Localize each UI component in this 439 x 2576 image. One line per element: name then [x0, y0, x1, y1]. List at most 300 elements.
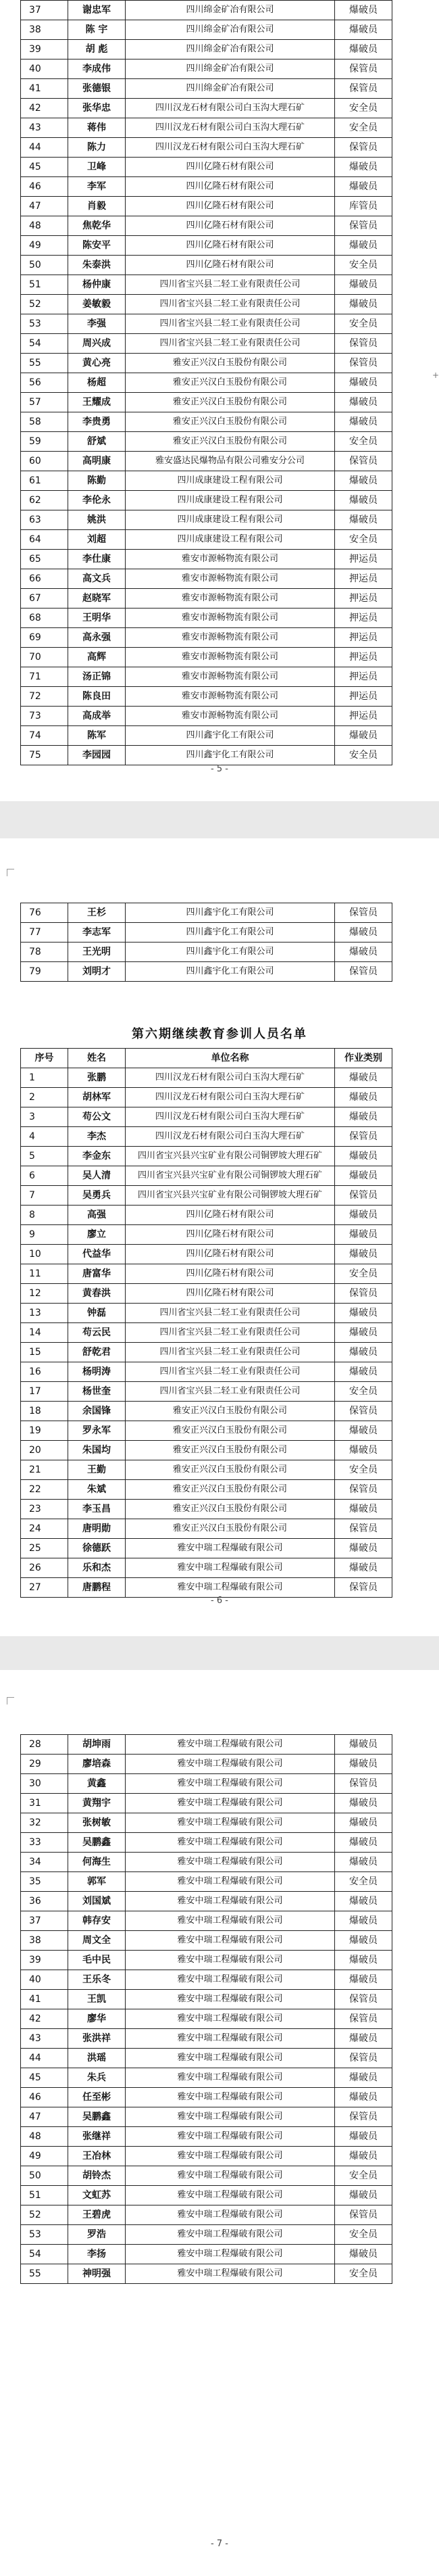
- organization-name: 四川汉龙石材有限公司白玉沟大理石矿: [126, 1107, 335, 1127]
- person-name: 胡坤雨: [68, 1735, 126, 1755]
- row-number: 21: [21, 1460, 68, 1480]
- table-row: [21, 99, 392, 118]
- person-name: 姚洪: [68, 510, 126, 530]
- row-number: 37: [21, 1911, 68, 1931]
- personnel-table-page7: [20, 1734, 392, 2284]
- person-name: 任至彬: [68, 2088, 126, 2107]
- row-number: 1: [21, 1068, 68, 1088]
- table-row: [21, 1362, 392, 1382]
- job-category: 爆破员: [335, 1441, 392, 1460]
- row-number: 47: [21, 197, 68, 216]
- organization-name: 雅安中瑞工程爆破有限公司: [126, 2166, 335, 2186]
- table-row: [21, 1970, 392, 1990]
- row-number: 33: [21, 1833, 68, 1853]
- page-6: [0, 838, 439, 1636]
- person-name: 张继祥: [68, 2127, 126, 2147]
- job-category: 爆破员: [335, 1970, 392, 1990]
- table-row: [21, 1186, 392, 1206]
- row-number: 54: [21, 334, 68, 354]
- table-row: [21, 530, 392, 550]
- row-number: 23: [21, 1500, 68, 1519]
- page-edge-marker: +: [432, 371, 439, 380]
- job-category: 爆破员: [335, 2029, 392, 2049]
- organization-name: 四川亿隆石材有限公司: [126, 177, 335, 197]
- person-name: 李强: [68, 314, 126, 334]
- table-row: [21, 589, 392, 609]
- organization-name: 雅安中瑞工程爆破有限公司: [126, 1833, 335, 1853]
- organization-name: 雅安正兴汉白玉股份有限公司: [126, 432, 335, 452]
- organization-name: 雅安正兴汉白玉股份有限公司: [126, 1519, 335, 1539]
- organization-name: 四川亿隆石材有限公司: [126, 1264, 335, 1284]
- person-name: 谢忠军: [68, 1, 126, 20]
- margin-corner: [7, 1697, 14, 1704]
- table-row: [21, 491, 392, 510]
- job-category: 爆破员: [335, 1147, 392, 1166]
- organization-name: 雅安中瑞工程爆破有限公司: [126, 1990, 335, 2009]
- job-category: 保管员: [335, 334, 392, 354]
- organization-name: 四川汉龙石材有限公司白玉沟大理石矿: [126, 138, 335, 158]
- job-category: 爆破员: [335, 1558, 392, 1578]
- organization-name: 四川鑫宇化工有限公司: [126, 746, 335, 765]
- person-name: 郭军: [68, 1872, 126, 1892]
- table-row: [21, 452, 392, 471]
- job-category: 爆破员: [335, 412, 392, 432]
- table-row: [21, 1127, 392, 1147]
- organization-name: 四川亿隆石材有限公司: [126, 256, 335, 275]
- job-category: 爆破员: [335, 2088, 392, 2107]
- table-row: [21, 1107, 392, 1127]
- job-category: 押运员: [335, 628, 392, 648]
- table-row: [21, 334, 392, 354]
- job-category: 爆破员: [335, 1951, 392, 1970]
- organization-name: 雅安正兴汉白玉股份有限公司: [126, 1402, 335, 1421]
- person-name: 胡 彪: [68, 40, 126, 59]
- row-number: 64: [21, 530, 68, 550]
- row-number: 55: [21, 354, 68, 373]
- person-name: 高永强: [68, 628, 126, 648]
- table-row: [21, 628, 392, 648]
- organization-name: 雅安正兴汉白玉股份有限公司: [126, 1460, 335, 1480]
- organization-name: 雅安中瑞工程爆破有限公司: [126, 1794, 335, 1813]
- job-category: 爆破员: [335, 491, 392, 510]
- job-category: 押运员: [335, 589, 392, 609]
- table-row: [21, 2186, 392, 2205]
- page-number: - 7 -: [211, 2539, 228, 2549]
- person-name: 杨超: [68, 373, 126, 393]
- organization-name: 雅安中瑞工程爆破有限公司: [126, 2186, 335, 2205]
- job-category: 爆破员: [335, 1813, 392, 1833]
- row-number: 29: [21, 1755, 68, 1774]
- job-category: 爆破员: [335, 2127, 392, 2147]
- table-row: [21, 1931, 392, 1951]
- person-name: 王凯: [68, 1990, 126, 2009]
- row-number: 66: [21, 569, 68, 589]
- row-number: 26: [21, 1558, 68, 1578]
- job-category: 爆破员: [335, 1892, 392, 1911]
- job-category: 安全员: [335, 2166, 392, 2186]
- job-category: 安全员: [335, 2225, 392, 2245]
- row-number: 53: [21, 2225, 68, 2245]
- table-row: [21, 118, 392, 138]
- person-name: 王杉: [68, 903, 126, 923]
- personnel-table-session6: [20, 1048, 392, 1598]
- row-number: 10: [21, 1245, 68, 1264]
- job-category: 爆破员: [335, 1068, 392, 1088]
- person-name: 焦乾华: [68, 216, 126, 236]
- person-name: 廖华: [68, 2009, 126, 2029]
- personnel-table-page5: [20, 0, 392, 765]
- row-number: 44: [21, 2049, 68, 2068]
- organization-name: 雅安市源畅物流有限公司: [126, 569, 335, 589]
- table-row: [21, 2166, 392, 2186]
- job-category: 爆破员: [335, 471, 392, 491]
- person-name: 王明华: [68, 609, 126, 628]
- row-number: 39: [21, 40, 68, 59]
- organization-name: 四川绵金矿冶有限公司: [126, 59, 335, 79]
- organization-name: 四川省宝兴县二轻工业有限责任公司: [126, 1362, 335, 1382]
- organization-name: 四川省宝兴县兴宝矿业有限公司铜锣坡大理石矿: [126, 1147, 335, 1166]
- job-category: 保管员: [335, 79, 392, 99]
- organization-name: 雅安中瑞工程爆破有限公司: [126, 2049, 335, 2068]
- row-number: 61: [21, 471, 68, 491]
- row-number: 4: [21, 1127, 68, 1147]
- row-number: 48: [21, 2127, 68, 2147]
- organization-name: 四川亿隆石材有限公司: [126, 216, 335, 236]
- table-row: [21, 59, 392, 79]
- organization-name: 四川鑫宇化工有限公司: [126, 726, 335, 746]
- organization-name: 雅安中瑞工程爆破有限公司: [126, 1558, 335, 1578]
- table-row: [21, 471, 392, 491]
- job-category: 押运员: [335, 687, 392, 707]
- row-number: 17: [21, 1382, 68, 1402]
- job-category: 爆破员: [335, 393, 392, 412]
- row-number: 49: [21, 2147, 68, 2166]
- organization-name: 四川成康建设工程有限公司: [126, 510, 335, 530]
- job-category: 保管员: [335, 1774, 392, 1794]
- job-category: 爆破员: [335, 726, 392, 746]
- organization-name: 四川亿隆石材有限公司: [126, 158, 335, 177]
- row-number: 37: [21, 1, 68, 20]
- table-row: [21, 2049, 392, 2068]
- person-name: 刘超: [68, 530, 126, 550]
- person-name: 张华忠: [68, 99, 126, 118]
- person-name: 肖毅: [68, 197, 126, 216]
- person-name: 王光明: [68, 943, 126, 962]
- job-category: 保管员: [335, 2049, 392, 2068]
- table-row: [21, 1951, 392, 1970]
- table-row: [21, 1911, 392, 1931]
- row-number: 78: [21, 943, 68, 962]
- row-number: 75: [21, 746, 68, 765]
- organization-name: 四川省宝兴县二轻工业有限责任公司: [126, 1304, 335, 1323]
- row-number: 72: [21, 687, 68, 707]
- row-number: 18: [21, 1402, 68, 1421]
- person-name: 王冶林: [68, 2147, 126, 2166]
- row-number: 15: [21, 1343, 68, 1362]
- organization-name: 四川省宝兴县二轻工业有限责任公司: [126, 295, 335, 314]
- organization-name: 雅安中瑞工程爆破有限公司: [126, 1970, 335, 1990]
- row-number: 56: [21, 373, 68, 393]
- row-number: 63: [21, 510, 68, 530]
- job-category: 押运员: [335, 667, 392, 687]
- table-row: [21, 726, 392, 746]
- table-row: [21, 2009, 392, 2029]
- table-row: [21, 569, 392, 589]
- table-row: [21, 1343, 392, 1362]
- job-category: 爆破员: [335, 373, 392, 393]
- person-name: 韩存安: [68, 1911, 126, 1931]
- person-name: 吴勇兵: [68, 1186, 126, 1206]
- table-row: [21, 412, 392, 432]
- person-name: 刘国斌: [68, 1892, 126, 1911]
- person-name: 李金东: [68, 1147, 126, 1166]
- person-name: 陈勤: [68, 471, 126, 491]
- job-category: 保管员: [335, 962, 392, 982]
- table-row: [21, 295, 392, 314]
- job-category: 保管员: [335, 2205, 392, 2225]
- table-row: [21, 2264, 392, 2284]
- table-row: [21, 2068, 392, 2088]
- row-number: 57: [21, 393, 68, 412]
- table-row: [21, 373, 392, 393]
- job-category: 保管员: [335, 1578, 392, 1598]
- job-category: 爆破员: [335, 1343, 392, 1362]
- job-category: 爆破员: [335, 1794, 392, 1813]
- person-name: 胡林军: [68, 1088, 126, 1107]
- organization-name: 四川省宝兴县兴宝矿业有限公司铜锣坡大理石矿: [126, 1186, 335, 1206]
- person-name: 周兴成: [68, 334, 126, 354]
- row-number: 43: [21, 118, 68, 138]
- organization-name: 四川成康建设工程有限公司: [126, 471, 335, 491]
- person-name: 苟云民: [68, 1323, 126, 1343]
- person-name: 舒斌: [68, 432, 126, 452]
- row-number: 43: [21, 2029, 68, 2049]
- person-name: 杨仲康: [68, 275, 126, 295]
- job-category: 爆破员: [335, 295, 392, 314]
- person-name: 洪瑶: [68, 2049, 126, 2068]
- person-name: 唐鹏程: [68, 1578, 126, 1598]
- row-number: 22: [21, 1480, 68, 1500]
- table-row: [21, 746, 392, 765]
- organization-name: 四川汉龙石材有限公司白玉沟大理石矿: [126, 99, 335, 118]
- organization-name: 四川亿隆石材有限公司: [126, 1225, 335, 1245]
- person-name: 王乐冬: [68, 1970, 126, 1990]
- table-row: [21, 962, 392, 982]
- organization-name: 雅安中瑞工程爆破有限公司: [126, 2068, 335, 2088]
- table-row: [21, 1872, 392, 1892]
- job-category: 保管员: [335, 354, 392, 373]
- job-category: 安全员: [335, 1460, 392, 1480]
- table-row: [21, 354, 392, 373]
- organization-name: 雅安市源畅物流有限公司: [126, 667, 335, 687]
- organization-name: 雅安正兴汉白玉股份有限公司: [126, 1500, 335, 1519]
- row-number: 2: [21, 1088, 68, 1107]
- row-number: 74: [21, 726, 68, 746]
- organization-name: 雅安市源畅物流有限公司: [126, 648, 335, 667]
- person-name: 李玉昌: [68, 1500, 126, 1519]
- organization-name: 四川省宝兴县二轻工业有限责任公司: [126, 275, 335, 295]
- person-name: 何海生: [68, 1853, 126, 1872]
- row-number: 46: [21, 2088, 68, 2107]
- person-name: 吴人清: [68, 1166, 126, 1186]
- row-number: 68: [21, 609, 68, 628]
- person-name: 张鹏: [68, 1068, 126, 1088]
- job-category: 保管员: [335, 1519, 392, 1539]
- row-number: 24: [21, 1519, 68, 1539]
- job-category: 保管员: [335, 1127, 392, 1147]
- table-row: [21, 2029, 392, 2049]
- row-number: 48: [21, 216, 68, 236]
- person-name: 黄翔宇: [68, 1794, 126, 1813]
- job-category: 爆破员: [335, 1245, 392, 1264]
- person-name: 陈安平: [68, 236, 126, 256]
- row-number: 45: [21, 2068, 68, 2088]
- job-category: 爆破员: [335, 1833, 392, 1853]
- organization-name: 雅安中瑞工程爆破有限公司: [126, 2225, 335, 2245]
- table-row: [21, 1382, 392, 1402]
- header-no: 序号: [21, 1049, 68, 1068]
- row-number: 51: [21, 2186, 68, 2205]
- row-number: 14: [21, 1323, 68, 1343]
- row-number: 20: [21, 1441, 68, 1460]
- row-number: 45: [21, 158, 68, 177]
- table-row: [21, 1284, 392, 1304]
- table-row: [21, 2205, 392, 2225]
- organization-name: 雅安市源畅物流有限公司: [126, 589, 335, 609]
- table-row: [21, 216, 392, 236]
- row-number: 40: [21, 1970, 68, 1990]
- organization-name: 四川亿隆石材有限公司: [126, 236, 335, 256]
- job-category: 爆破员: [335, 177, 392, 197]
- table-row: [21, 138, 392, 158]
- organization-name: 雅安盛达民爆物品有限公司雅安分公司: [126, 452, 335, 471]
- row-number: 59: [21, 432, 68, 452]
- table-row: [21, 197, 392, 216]
- organization-name: 雅安中瑞工程爆破有限公司: [126, 1578, 335, 1598]
- row-number: 52: [21, 295, 68, 314]
- person-name: 舒乾君: [68, 1343, 126, 1362]
- table-row: [21, 20, 392, 40]
- person-name: 代益华: [68, 1245, 126, 1264]
- organization-name: 雅安正兴汉白玉股份有限公司: [126, 1441, 335, 1460]
- table-row: [21, 236, 392, 256]
- person-name: 蒋伟: [68, 118, 126, 138]
- job-category: 保管员: [335, 903, 392, 923]
- person-name: 赵晓军: [68, 589, 126, 609]
- organization-name: 雅安中瑞工程爆破有限公司: [126, 1911, 335, 1931]
- row-number: 34: [21, 1853, 68, 1872]
- row-number: 35: [21, 1872, 68, 1892]
- table-row: [21, 393, 392, 412]
- person-name: 神明强: [68, 2264, 126, 2284]
- organization-name: 四川绵金矿冶有限公司: [126, 79, 335, 99]
- job-category: 保管员: [335, 2009, 392, 2029]
- table-row: [21, 1245, 392, 1264]
- table-row: [21, 1833, 392, 1853]
- person-name: 李军: [68, 177, 126, 197]
- row-number: 62: [21, 491, 68, 510]
- table-row: [21, 1990, 392, 2009]
- organization-name: 雅安中瑞工程爆破有限公司: [126, 2088, 335, 2107]
- person-name: 李园园: [68, 746, 126, 765]
- table-row: [21, 1304, 392, 1323]
- row-number: 25: [21, 1539, 68, 1558]
- row-number: 65: [21, 550, 68, 569]
- row-number: 28: [21, 1735, 68, 1755]
- table-row: [21, 1, 392, 20]
- job-category: 爆破员: [335, 2068, 392, 2088]
- job-category: 安全员: [335, 530, 392, 550]
- person-name: 文虹苏: [68, 2186, 126, 2205]
- row-number: 73: [21, 707, 68, 726]
- job-category: 爆破员: [335, 1735, 392, 1755]
- table-row: [21, 177, 392, 197]
- table-row: [21, 609, 392, 628]
- job-category: 爆破员: [335, 1166, 392, 1186]
- table-row: [21, 256, 392, 275]
- organization-name: 雅安市源畅物流有限公司: [126, 687, 335, 707]
- organization-name: 雅安中瑞工程爆破有限公司: [126, 2147, 335, 2166]
- organization-name: 雅安市源畅物流有限公司: [126, 609, 335, 628]
- organization-name: 雅安中瑞工程爆破有限公司: [126, 1813, 335, 1833]
- organization-name: 雅安中瑞工程爆破有限公司: [126, 1892, 335, 1911]
- page-7: [0, 1670, 439, 2576]
- organization-name: 四川亿隆石材有限公司: [126, 1245, 335, 1264]
- person-name: 高明康: [68, 452, 126, 471]
- organization-name: 雅安中瑞工程爆破有限公司: [126, 1872, 335, 1892]
- row-number: 53: [21, 314, 68, 334]
- table-row: [21, 943, 392, 962]
- table-row: [21, 1578, 392, 1598]
- job-category: 爆破员: [335, 1500, 392, 1519]
- row-number: 60: [21, 452, 68, 471]
- row-number: 30: [21, 1774, 68, 1794]
- organization-name: 雅安中瑞工程爆破有限公司: [126, 1853, 335, 1872]
- person-name: 吴鹏鑫: [68, 2107, 126, 2127]
- person-name: 杨世奎: [68, 1382, 126, 1402]
- person-name: 朱国均: [68, 1441, 126, 1460]
- person-name: 陈 宇: [68, 20, 126, 40]
- person-name: 朱泰洪: [68, 256, 126, 275]
- person-name: 罗永军: [68, 1421, 126, 1441]
- organization-name: 雅安中瑞工程爆破有限公司: [126, 1735, 335, 1755]
- person-name: 黄心亮: [68, 354, 126, 373]
- row-number: 7: [21, 1186, 68, 1206]
- table-row: [21, 923, 392, 943]
- table-row: [21, 687, 392, 707]
- table-row: [21, 1558, 392, 1578]
- person-name: 廖培森: [68, 1755, 126, 1774]
- job-category: 爆破员: [335, 1225, 392, 1245]
- table-row: [21, 1813, 392, 1833]
- organization-name: 雅安正兴汉白玉股份有限公司: [126, 354, 335, 373]
- table-row: [21, 1441, 392, 1460]
- organization-name: 雅安正兴汉白玉股份有限公司: [126, 393, 335, 412]
- person-name: 高文兵: [68, 569, 126, 589]
- list-title: 第六期继续教育参训人员名单: [132, 1027, 307, 1041]
- person-name: 唐明勋: [68, 1519, 126, 1539]
- person-name: 汤正锦: [68, 667, 126, 687]
- person-name: 杨明涛: [68, 1362, 126, 1382]
- job-category: 爆破员: [335, 1911, 392, 1931]
- organization-name: 四川亿隆石材有限公司: [126, 1206, 335, 1225]
- table-row: [21, 2088, 392, 2107]
- row-number: 46: [21, 177, 68, 197]
- page-number: - 6 -: [211, 1596, 228, 1606]
- organization-name: 四川鑫宇化工有限公司: [126, 903, 335, 923]
- job-category: 安全员: [335, 2264, 392, 2284]
- table-row: [21, 2225, 392, 2245]
